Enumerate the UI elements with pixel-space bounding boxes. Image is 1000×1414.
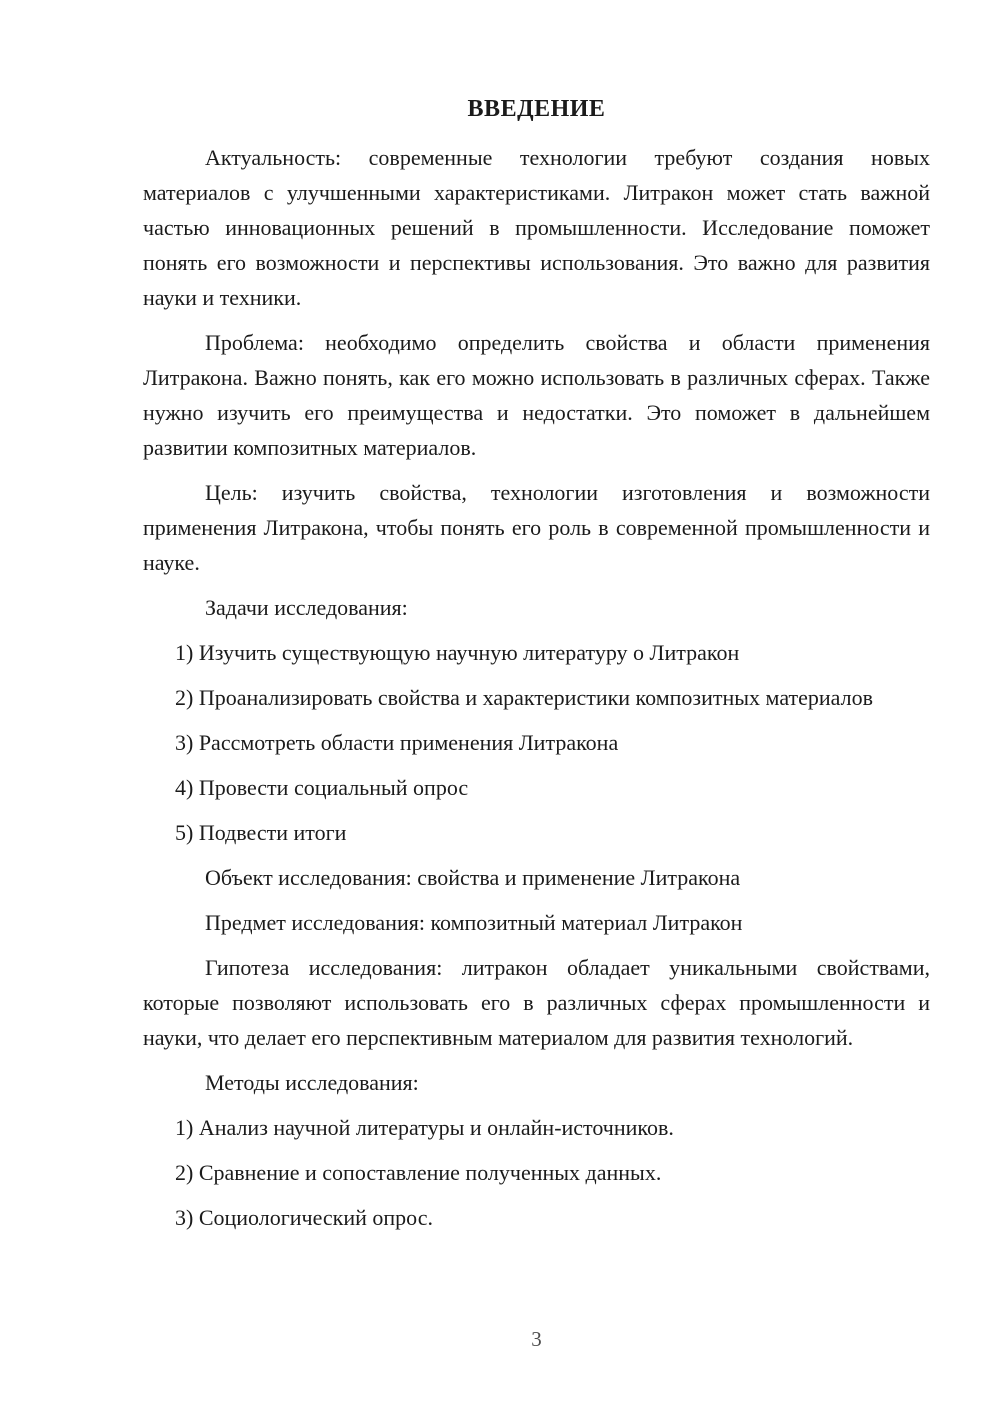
list-item: 3) Рассмотреть области применения Литракона bbox=[175, 730, 619, 755]
paragraph: Проблема: необходимо определить свойства и области применения Литракона. Важно понять, как его можно использовать в различных сферах. Также нужно изучить его преимущества и недостатки. Это поможет в дальнейшем развитии композитных материалов. bbox=[143, 330, 930, 460]
list-item: 4) Провести социальный опрос bbox=[175, 775, 469, 800]
list-item: 1) Изучить существующую научную литературу о Литракон bbox=[175, 640, 740, 665]
page-number: 3 bbox=[531, 1327, 542, 1351]
section-label-methods: Методы исследования: bbox=[205, 1070, 419, 1095]
section-label-tasks: Задачи исследования: bbox=[205, 595, 408, 620]
list-item: 3) Социологический опрос. bbox=[175, 1205, 433, 1230]
list-item: 2) Сравнение и сопоставление полученных данных. bbox=[175, 1160, 662, 1185]
paragraph: Объект исследования: свойства и применение Литракона bbox=[205, 865, 741, 890]
list-item: 1) Анализ научной литературы и онлайн-источников. bbox=[175, 1115, 674, 1140]
page-title: ВВЕДЕНИЕ bbox=[467, 96, 606, 122]
paragraph: Предмет исследования: композитный материал Литракон bbox=[205, 910, 743, 935]
list-item: 5) Подвести итоги bbox=[175, 820, 347, 845]
paragraph: Цель: изучить свойства, технологии изготовления и возможности применения Литракона, чтобы понять его роль в современной промышленности и науке. bbox=[143, 480, 930, 575]
paragraph: Гипотеза исследования: литракон обладает уникальными свойствами, которые позволяют использовать его в различных сферах промышленности и науки, что делает его перспективным материалом для развития технологий. bbox=[143, 955, 930, 1050]
list-item: 2) Проанализировать свойства и характеристики композитных материалов bbox=[175, 685, 873, 710]
paragraph: Актуальность: современные технологии требуют создания новых материалов с улучшенными характеристиками. Литракон может стать важной частью инновационных решений в промышленности. Исследование поможет понять его возможности и перспективы использования. Это важно для развития науки и техники. bbox=[143, 145, 930, 310]
